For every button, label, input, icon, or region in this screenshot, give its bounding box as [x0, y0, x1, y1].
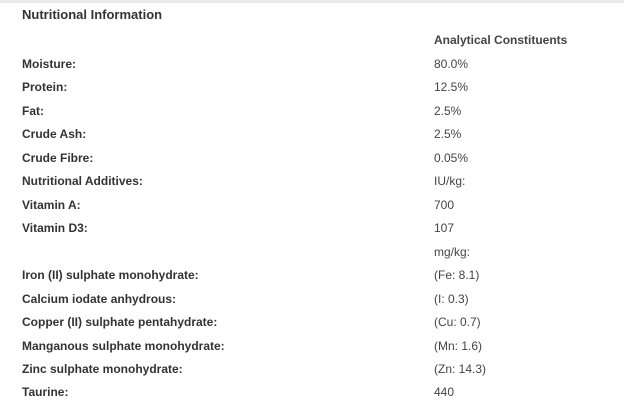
row-value: 700	[434, 198, 455, 212]
row-value: (I: 0.3)	[434, 292, 469, 306]
row-value: mg/kg:	[434, 245, 471, 259]
row-label: Vitamin D3:	[22, 221, 88, 235]
row-label: Moisture:	[22, 57, 76, 71]
row-label: Zinc sulphate monohydrate:	[22, 362, 183, 376]
row-label: Crude Ash:	[22, 127, 87, 141]
row-label: Calcium iodate anhydrous:	[22, 292, 177, 306]
row-value: 80.0%	[434, 57, 469, 71]
row-value: 2.5%	[434, 127, 462, 141]
row-value: 12.5%	[434, 80, 469, 94]
row-value: (Cu: 0.7)	[434, 315, 481, 329]
row-label: Fat:	[22, 104, 44, 118]
row-label: Iron (II) sulphate monohydrate:	[22, 268, 199, 282]
row-label: Copper (II) sulphate pentahydrate:	[22, 315, 218, 329]
row-label: Nutritional Additives:	[22, 174, 143, 188]
row-label: Taurine:	[22, 385, 69, 399]
row-value: (Mn: 1.6)	[434, 339, 483, 353]
row-value: (Zn: 14.3)	[434, 362, 487, 376]
column-header: Analytical Constituents	[434, 33, 568, 47]
row-value: 2.5%	[434, 104, 462, 118]
row-value: 107	[434, 221, 455, 235]
row-value: 0.05%	[434, 151, 469, 165]
section-title: Nutritional Information	[22, 7, 163, 22]
row-value: (Fe: 8.1)	[434, 268, 480, 282]
row-value: 440	[434, 385, 455, 399]
row-value: IU/kg:	[434, 174, 466, 188]
row-label: Manganous sulphate monohydrate:	[22, 339, 225, 353]
row-label: Crude Fibre:	[22, 151, 94, 165]
row-label: Vitamin A:	[22, 198, 81, 212]
row-label: Protein:	[22, 80, 68, 94]
